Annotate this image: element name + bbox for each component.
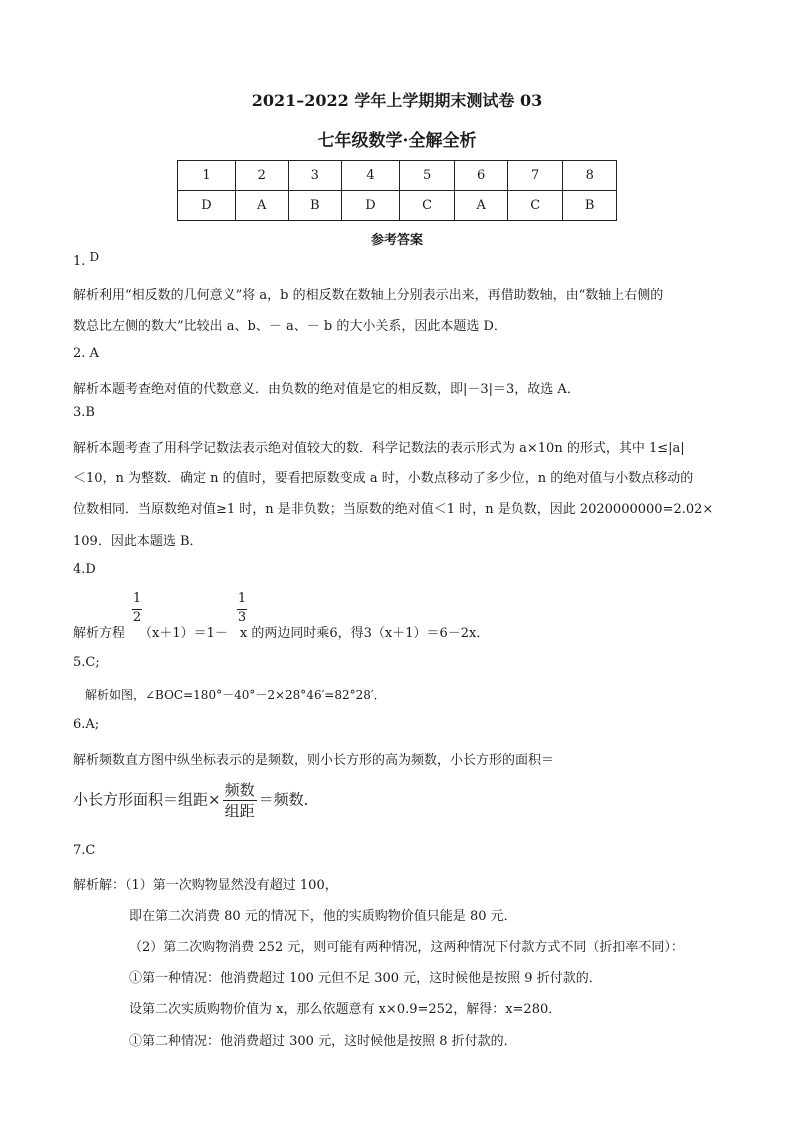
q4-fraction-1-denominator: 2 xyxy=(132,610,142,625)
q4-prefix: 解析方程 xyxy=(73,626,126,641)
answer-cell: D xyxy=(342,191,400,221)
q6-formula-suffix: ＝频数． xyxy=(258,790,319,809)
answer-table-answer-row xyxy=(178,191,617,221)
q1-answer: D xyxy=(89,250,100,264)
answer-cell: A xyxy=(235,191,288,221)
answer-cell: C xyxy=(507,191,562,221)
exam-title: 2021–2022 学年上学期期末测试卷 03 xyxy=(251,91,543,110)
q6-formula-denominator: 组距 xyxy=(224,802,255,820)
q1-heading xyxy=(73,250,100,269)
q4-middle: （x＋1）＝1－ xyxy=(139,626,228,641)
q7-explanation-line-1: 解析解：（1）第一次购物显然没有超过 100， xyxy=(73,878,338,893)
q5-explanation-line-1: 解析如图，∠BOC=180°－40°－2×28°46′=82°28′． xyxy=(85,688,386,702)
q7-explanation-line-5: 设第二次实质购物价值为 x，那么依题意有 x×0.9=252，解得：x=280． xyxy=(129,1002,562,1017)
question-number-cell: 6 xyxy=(455,161,508,191)
q5-heading: 5.C; xyxy=(73,655,100,670)
q4-suffix: x 的两边同时乘6，得3（x＋1）＝6－2x． xyxy=(239,626,490,641)
question-number-cell: 2 xyxy=(235,161,288,191)
answer-cell: B xyxy=(288,191,341,221)
q4-equation-line xyxy=(73,622,489,641)
q6-formula-fraction xyxy=(223,780,257,821)
q4-fraction-1-numerator: 1 xyxy=(132,591,142,606)
q1-explanation-line-2: 数总比左侧的数大”比较出 a、b、－ a、－ b 的大小关系，因此本题选 D． xyxy=(73,319,507,334)
answer-cell: D xyxy=(178,191,236,221)
q3-explanation-line-4: 109．因此本题选 B． xyxy=(73,534,203,549)
q7-explanation-line-2: 即在第二次消费 80 元的情况下，他的实质购物价值只能是 80 元． xyxy=(129,909,517,924)
q4-fraction-2-denominator: 3 xyxy=(237,610,247,625)
q3-explanation-line-1: 解析本题考查了用科学记数法表示绝对值较大的数．科学记数法的表示形式为 a×10n 的形式，其中 1≤|a| xyxy=(73,441,685,456)
q7-explanation-line-6: ①第二种情况：他消费超过 300 元，这时候他是按照 8 折付款的． xyxy=(129,1034,517,1049)
q6-explanation-line-1: 解析频数直方图中纵坐标表示的是频数，则小长方形的高为频数，小长方形的面积＝ xyxy=(73,753,555,768)
q2-explanation-line-1: 解析本题考查绝对值的代数意义．由负数的绝对值是它的相反数，即|－3|＝3，故选 A． xyxy=(73,382,580,397)
exam-subtitle: 七年级数学·全解全析 xyxy=(317,131,477,151)
answer-table-header-row xyxy=(178,161,617,191)
question-number-cell: 5 xyxy=(399,161,454,191)
q3-heading: 3.B xyxy=(73,405,95,420)
answer-table xyxy=(177,160,617,221)
q7-explanation-line-4: ①第一种情况：他消费超过 100 元但不足 300 元，这时候他是按照 9 折付款的． xyxy=(129,971,602,986)
q3-explanation-line-2: ＜10，n 为整数．确定 n 的值时，要看把原数变成 a 时，小数点移动了多少位，n 的绝对值与小数点移动的 xyxy=(73,471,694,486)
answer-cell: C xyxy=(399,191,454,221)
question-number-cell: 1 xyxy=(178,161,236,191)
q4-fraction-2 xyxy=(236,591,248,626)
q7-heading: 7.C xyxy=(73,843,96,858)
question-number-cell: 7 xyxy=(507,161,562,191)
q4-heading: 4.D xyxy=(73,562,96,577)
q6-formula-numerator: 频数 xyxy=(224,781,255,799)
q6-formula-prefix: 小长方形面积＝组距× xyxy=(73,790,221,809)
answer-cell: A xyxy=(455,191,508,221)
q6-heading: 6.A; xyxy=(73,717,100,732)
question-number-cell: 8 xyxy=(563,161,617,191)
question-number-cell: 4 xyxy=(342,161,400,191)
q7-explanation-line-3: （2）第二次购物消费 252 元，则可能有两种情况，这两种情况下付款方式不同（折扣率不同）： xyxy=(129,940,684,955)
q2-heading: 2. A xyxy=(73,346,99,361)
answer-cell: B xyxy=(563,191,617,221)
q4-fraction-2-numerator: 1 xyxy=(237,591,247,606)
q6-formula xyxy=(73,780,319,821)
q4-fraction-1 xyxy=(131,591,143,626)
q3-explanation-line-3: 位数相同．当原数绝对值≥1 时，n 是非负数；当原数的绝对值＜1 时，n 是负数，因此 2020000000=2.02× xyxy=(73,502,714,517)
q1-number: 1. xyxy=(73,254,86,269)
q1-explanation-line-1: 解析利用“相反数的几何意义”将 a，b 的相反数在数轴上分别表示出来，再借助数轴，由“数轴上右侧的 xyxy=(73,288,664,303)
question-number-cell: 3 xyxy=(288,161,341,191)
answer-table-caption: 参考答案 xyxy=(370,233,423,248)
